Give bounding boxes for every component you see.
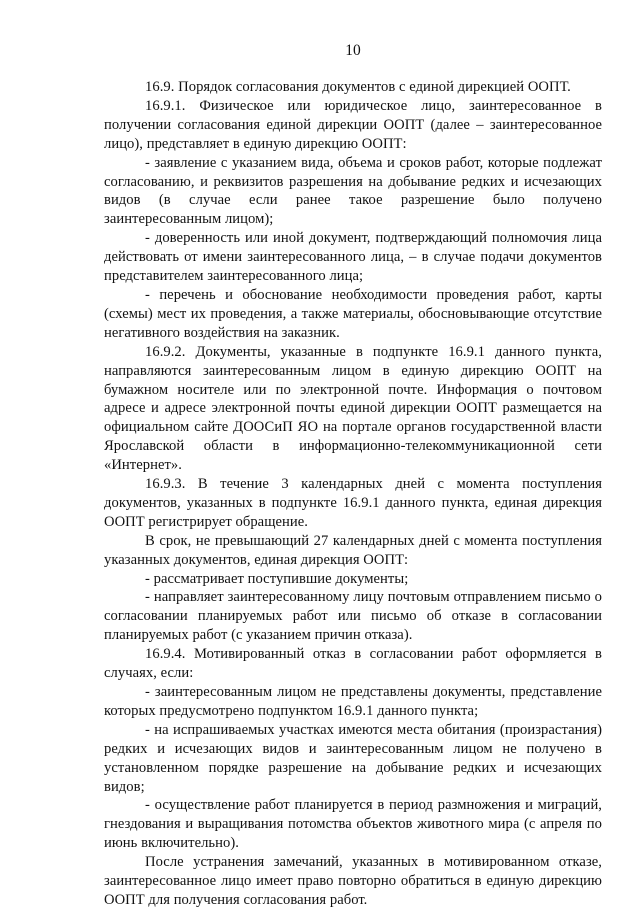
- document-body: [104, 78, 602, 910]
- list-item-justification: - перечень и обоснование необходимости проведения работ, карты (схемы) мест их проведения, а также материалы, обосновывающие отсутствие негативного воздействия на заказник.: [104, 286, 602, 341]
- paragraph-16-9-2: 16.9.2. Документы, указанные в подпункте 16.9.1 данного пункта, направляются заинтересованным лицом в единую дирекцию ООПТ на бумажном носителе или по электронной почте. Информация о почтовом адресе и адресе электронной почты единой дирекции ООПТ размещается на официальном сайте ДООСиП ЯО на портале органов государственной власти Ярославской области в информационно-телекоммуникационной сети «Интернет».: [104, 343, 602, 474]
- paragraph-resubmission: После устранения замечаний, указанных в мотивированном отказе, заинтересованное лицо имеет право повторно обратиться в единую дирекцию ООПТ для получения согласования работ.: [104, 854, 602, 908]
- list-item-rare-species-habitat: - на испрашиваемых участках имеются места обитания (произрастания) редких и исчезающих видов и заинтересованным лицом не получено в установленном порядке разрешение на добывание редких и исчезающих видов;: [104, 721, 602, 795]
- list-item-application: - заявление с указанием вида, объема и сроков работ, которые подлежат согласованию, и реквизитов разрешения на добывание редких и исчезающих видов (в случае если ранее такое разрешение было получено заинтересованным лицом);: [104, 154, 602, 228]
- list-item-review: - рассматривает поступившие документы;: [145, 570, 409, 587]
- list-item-breeding-period: - осуществление работ планируется в период размножения и миграций, гнездования и выращивания потомства объектов животного мира (с апреля по июнь включительно).: [104, 797, 602, 852]
- page-number: 10: [345, 42, 361, 59]
- paragraph-16-9-3: 16.9.3. В течение 3 календарных дней с момента поступления документов, указанных в подпункте 16.9.1 данного пункта, единая дирекция ООПТ регистрирует обращение.: [104, 476, 602, 530]
- paragraph-review-deadline: В срок, не превышающий 27 календарных дней с момента поступления указанных документов, единая дирекция ООПТ:: [104, 532, 602, 568]
- section-heading-16-9: 16.9. Порядок согласования документов с единой дирекцией ООПТ.: [145, 79, 571, 95]
- paragraph-16-9-4: 16.9.4. Мотивированный отказ в согласовании работ оформляется в случаях, если:: [104, 646, 602, 682]
- list-item-power-of-attorney: - доверенность или иной документ, подтверждающий полномочия лица действовать от имени заинтересованного лица, – в случае подачи документов представителем заинтересованного лица;: [104, 230, 602, 285]
- list-item-missing-documents: - заинтересованным лицом не представлены документы, представление которых предусмотрено подпунктом 16.9.1 данного пункта;: [104, 684, 602, 719]
- list-item-send-letter: - направляет заинтересованному лицу почтовым отправлением письмо о согласовании планируемых работ или письмо об отказе в согласовании планируемых работ (с указанием причин отказа).: [104, 589, 602, 644]
- paragraph-16-9-1: 16.9.1. Физическое или юридическое лицо, заинтересованное в получении согласования единой дирекции ООПТ (далее – заинтересованное лицо), представляет в единую дирекцию ООПТ:: [104, 97, 602, 152]
